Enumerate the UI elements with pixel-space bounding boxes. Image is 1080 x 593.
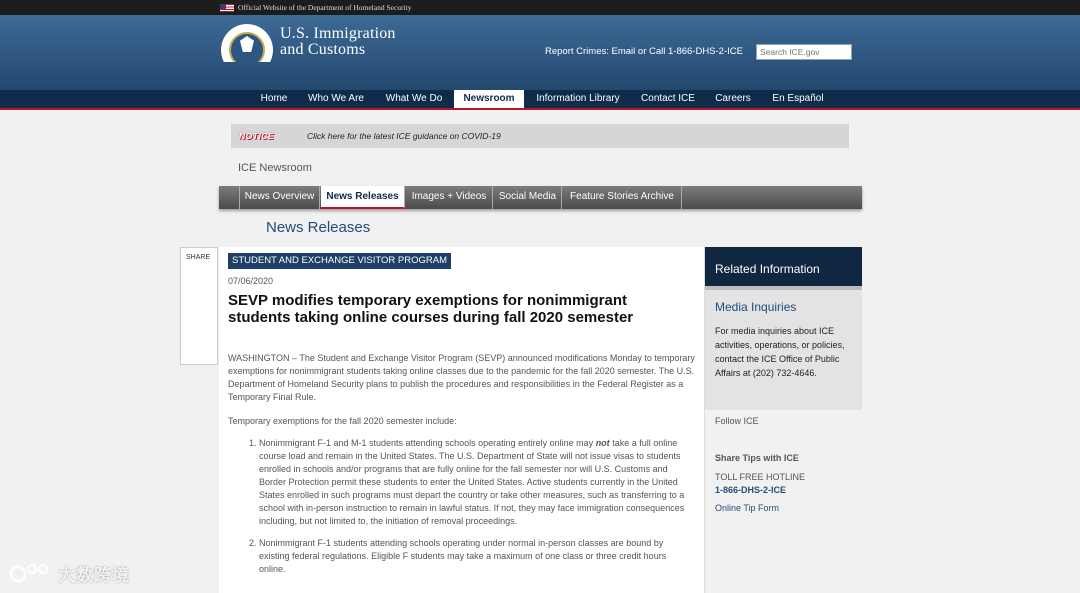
tab-news-overview[interactable]: News Overview: [239, 186, 320, 209]
main-nav: [0, 90, 1080, 110]
article-intro: WASHINGTON – The Student and Exchange Visitor Program (SEVP) announced modifications Monday to temporary exemptions for nonimmigrant students taking online classes due to the pandemic for the fall 2020 semester. The U.S. Department of Homeland Security plans to publish the procedures and responsibilities in the Federal Register as a Temporary Final Rule.: [228, 353, 695, 402]
nav-contact-ice[interactable]: Contact ICE: [641, 93, 695, 104]
newsroom-subnav: [219, 186, 862, 209]
tab-feature-stories-archive[interactable]: Feature Stories Archive: [563, 186, 682, 209]
article-date: 07/06/2020: [228, 276, 274, 286]
nav-en-espanol[interactable]: En Español: [772, 93, 824, 104]
follow-ice-link[interactable]: Follow ICE: [715, 416, 759, 426]
notice-tag: NOTICE: [239, 131, 275, 141]
us-flag-icon: [220, 4, 234, 12]
tab-news-releases[interactable]: News Releases: [321, 186, 405, 209]
category-badge[interactable]: STUDENT AND EXCHANGE VISITOR PROGRAM: [228, 253, 451, 269]
page-title: News Releases: [266, 219, 371, 236]
report-crimes-link[interactable]: Report Crimes: Email or Call 1-866-DHS-2-ICE: [545, 46, 743, 57]
covid-guidance-link[interactable]: Click here for the latest ICE guidance on COVID-19: [307, 131, 501, 141]
watermark-text: 大数跨境: [58, 565, 130, 585]
nav-information-library[interactable]: Information Library: [536, 93, 620, 104]
nav-what-we-do[interactable]: What We Do: [385, 93, 443, 104]
brand-line-1: U.S. Immigration: [280, 25, 396, 42]
dhs-seal-icon[interactable]: [220, 22, 274, 62]
site-logo-text[interactable]: [280, 26, 396, 58]
share-label: SHARE: [186, 254, 211, 261]
watermark-logo-icon: [8, 561, 52, 585]
list-item-text: Nonimmigrant F-1 and M-1 students attending schools operating entirely online may: [259, 438, 596, 448]
nav-home[interactable]: Home: [260, 93, 288, 104]
list-item: [259, 437, 689, 528]
nav-newsroom[interactable]: Newsroom: [454, 90, 524, 108]
list-item-text: take a full online course load and remain in the United States. The U.S. Department of State will not issue visas to students enrolled in schools and/or programs that are fully online for the fall semester nor will U.S. Customs and Border Protection permit these students to enter the United States. Active students currently in the United States enrolled in such programs must depart the country or take other measures, such as transferring to a school with in-person instruction to remain in lawful status. If not, they may face immigration consequences including, but not limited to, the initiation of removal proceedings.: [259, 438, 685, 526]
official-banner: [0, 0, 1080, 15]
article-list-intro: Temporary exemptions for the fall 2020 semester include:: [228, 416, 457, 426]
article: [219, 247, 705, 593]
media-inquiries-title: Media Inquiries: [715, 300, 797, 314]
exemptions-list: [259, 437, 689, 585]
search-input[interactable]: [756, 44, 852, 60]
list-item: 2. Nonimmigrant F-1 students attending schools operating under normal in-person classes are bound by existing federal regulations. Eligible F students may take a maximum of one class or three credit hours online.: [259, 537, 689, 576]
share-box[interactable]: [180, 247, 218, 365]
sidebar: [705, 247, 862, 593]
newsroom-title: ICE Newsroom: [238, 162, 312, 174]
share-tips-heading: Share Tips with ICE: [715, 453, 799, 463]
article-title: SEVP modifies temporary exemptions for nonimmigrant students taking online courses during fall 2020 semester: [228, 292, 634, 326]
official-banner-text: Official Website of the Department of Homeland Security: [238, 3, 412, 12]
emphasis-not: not: [595, 438, 610, 448]
notice-banner[interactable]: [231, 124, 849, 148]
site-header: [0, 15, 1080, 90]
media-inquiries-box: [705, 290, 862, 410]
nav-who-we-are[interactable]: Who We Are: [308, 93, 364, 104]
related-information-heading: Related Information: [705, 247, 862, 286]
hotline-label: TOLL FREE HOTLINE: [715, 472, 806, 482]
brand-line-2: and Customs: [280, 41, 366, 58]
tab-social-media[interactable]: Social Media: [494, 186, 562, 209]
nav-careers[interactable]: Careers: [715, 93, 751, 104]
tab-images-videos[interactable]: Images + Videos: [406, 186, 493, 209]
watermark: [8, 560, 130, 586]
hotline-number-link[interactable]: 1-866-DHS-2-ICE: [715, 485, 787, 495]
media-inquiries-text: For media inquiries about ICE activities, operations, or policies, contact the ICE Office of Public Affairs at (202) 732-4646.: [715, 326, 845, 378]
online-tip-form-link[interactable]: Online Tip Form: [715, 503, 780, 513]
